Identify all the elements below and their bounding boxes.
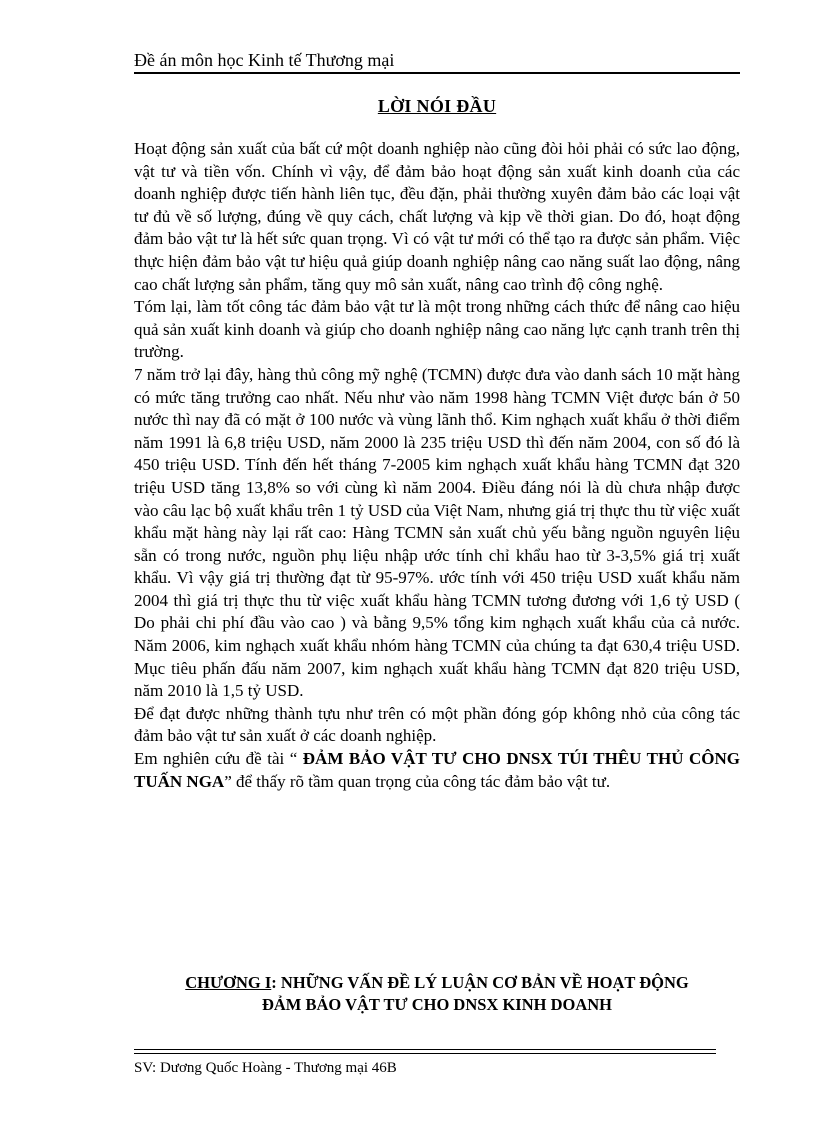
paragraph: Để đạt được những thành tựu như trên có một phần đóng góp không nhỏ của công tác đảm bảo vật tư sản xuất ở các doanh nghiệp. [134, 703, 740, 746]
body-text [134, 138, 740, 793]
page-footer [134, 1058, 716, 1078]
header-text: Đề án môn học Kinh tế Thương mại [134, 50, 395, 70]
paragraph-topic [134, 748, 740, 793]
chapter-title-part2: ĐẢM BẢO VẬT TƯ CHO DNSX KINH DOANH [261, 995, 613, 1014]
chapter-number: CHƯƠNG I [185, 973, 272, 992]
section-title: LỜI NÓI ĐẦU [377, 96, 497, 116]
paragraph: 7 năm trở lại đây, hàng thủ công mỹ nghệ (TCMN) được đưa vào danh sách 10 mặt hàng có mức tăng trưởng cao nhất. Nếu như vào năm 1998 hàng TCMN Việt được bán ở 50 nước thì nay đã có mặt ở 100 nước và vùng lãnh thổ. Kim nghạch xuất khẩu ở thời điểm năm 1991 là 6,8 triệu USD, năm 2000 là 235 triệu USD thì đến năm 2004, con số đó là 450 triệu USD. Tính đến hết tháng 7-2005 kim nghạch xuất khẩu hàng TCMN đạt 320 triệu USD tăng 13,8% so với cùng kì năm 2004. Điều đáng nói là dù chưa nhập được vào câu lạc bộ xuất khẩu trên 1 tỷ USD của Việt Nam, nhưng giá trị thực thu từ việc xuất khẩu mặt hàng này lại rất cao: Hàng TCMN sản xuất chủ yếu bằng nguồn nguyên liệu sẵn có trong nước, nguồn phụ liệu nhập ước tính chỉ khẩu hao từ 3-3,5% giá trị xuất khẩu. Vì vậy giá trị thường đạt từ 95-97%. ước tính với 450 triệu USD xuất khẩu năm 2004 thì giá trị thực thu từ việc xuất khẩu hàng TCMN tương đương với 1,6 tỷ USD ( Do phải chi phí đầu vào cao ) và bằng 9,5% tổng kim nghạch xuất khẩu của cả nước. Năm 2006, kim nghạch xuất khẩu nhóm hàng TCMN của chúng ta đạt 630,4 triệu USD. Mục tiêu phấn đấu năm 2007, kim nghạch xuất khẩu hàng TCMN đạt 820 triệu USD, năm 2010 là 1,5 tỷ USD. [134, 364, 740, 701]
paragraph: Hoạt động sản xuất của bất cứ một doanh nghiệp nào cũng đòi hỏi phải có sức lao động, vật tư và tiền vốn. Chính vì vậy, để đảm bảo hoạt động sản xuất kinh doanh của các doanh nghiệp được tiến hành liên tục, đều đặn, phải thường xuyên đảm bảo các loại vật tư đủ về số lượng, đúng về quy cách, chất lượng và kịp về thời gian. Do đó, hoạt động đảm bảo vật tư là hết sức quan trọng. Vì có vật tư mới có thể tạo ra được sản phẩm. Việc thực hiện đảm bảo vật tư hiệu quả giúp doanh nghiệp nâng cao năng suất lao động, nâng cao chất lượng sản phẩm, tăng quy mô sản xuất, nâng cao trình độ công nghệ. [134, 139, 740, 294]
chapter-heading [134, 972, 740, 1016]
page-header [134, 48, 740, 74]
topic-title: ĐẢM BẢO VẬT TƯ CHO DNSX TÚI THÊU THỦ CÔNG TUẤN NGA [134, 749, 740, 791]
topic-outro: ” để thấy rõ tầm quan trọng của công tác đảm bảo vật tư. [224, 771, 611, 791]
paragraph: Tóm lại, làm tốt công tác đảm bảo vật tư là một trong những cách thức để nâng cao hiệu quả sản xuất kinh doanh và giúp cho doanh nghiệp nâng cao năng lực cạnh tranh trên thị trường. [134, 297, 740, 362]
footer-text: SV: Dương Quốc Hoàng - Thương mại 46B [134, 1060, 397, 1076]
chapter-title-part1: : NHỮNG VẤN ĐỀ LÝ LUẬN CƠ BẢN VỀ HOẠT ĐỘNG [271, 973, 689, 992]
footer-divider [134, 1049, 716, 1054]
topic-intro: Em nghiên cứu đề tài “ [134, 749, 303, 769]
chapter-heading-line1 [134, 972, 740, 994]
